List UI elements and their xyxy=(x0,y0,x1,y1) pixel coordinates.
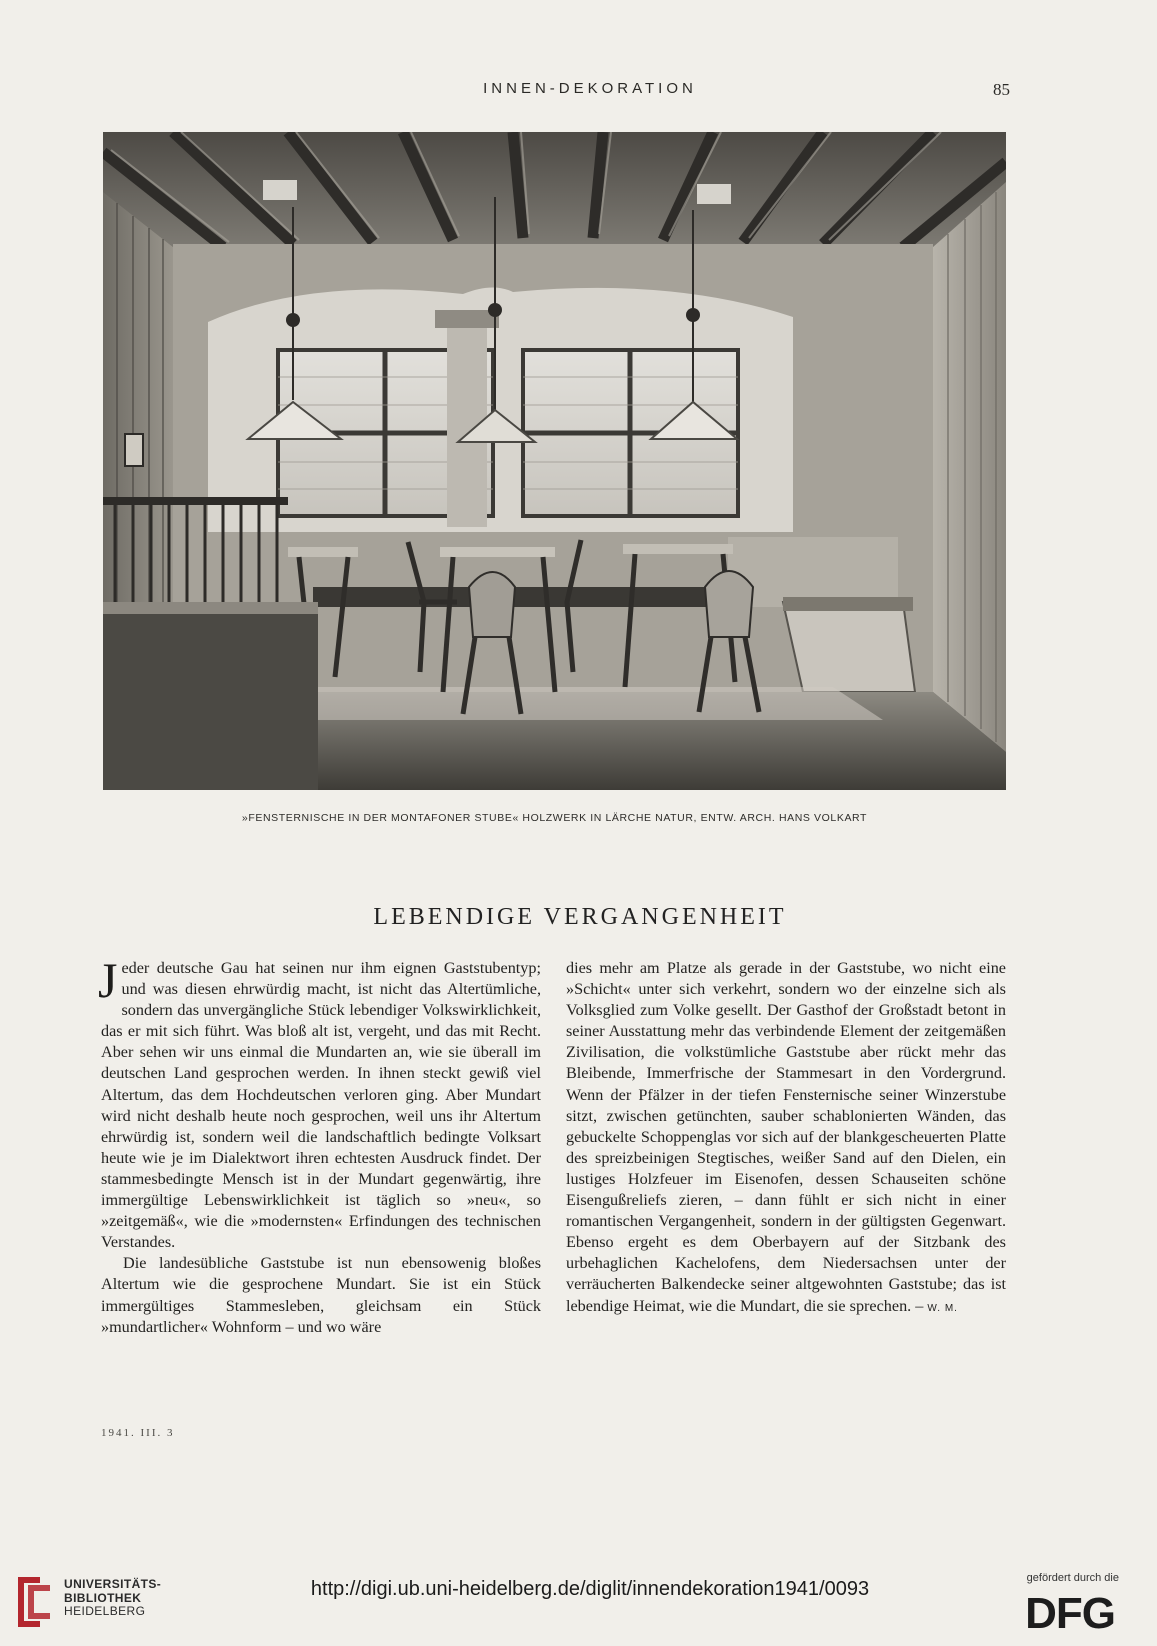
paragraph-text: eder deutsche Gau hat seinen nur ihm eignen Gaststubentyp; und was diesen ehrwürdig macht, ist nicht das Altertümliche, sondern das unvergängliche Stück lebendiger Volkswirklichkeit, das er mit sich führt. Was bloß alt ist, vergeht, und das mit Recht. Aber sehen wir uns einmal die Mundarten an, wie sie überall im deutschen Land gesprochen werden. In ihnen steckt gewiß viel Altertum, das dem Hochdeutschen verloren ging. Aber Mundart wird nicht deshalb heute noch gesprochen, weil uns ihr Altertum ehrwürdig ist, sondern weil die landschaftlich bedingte Volksart heute wie je im Dialektwort ihren echtesten Ausdruck findet. Der stammesbedingte Mensch ist in der Mundart gegenwärtig, ihre immergültige Lebenswirklichkeit ist täglich so »neu«, so »zeitgemäß«, wie die »modernsten« Erfindungen des technischen Verstandes. xyxy=(101,959,541,1252)
library-name-line: HEIDELBERG xyxy=(64,1604,146,1618)
library-name-line: UNIVERSITÄTS- xyxy=(64,1577,162,1591)
dfg-logo: DFG xyxy=(1025,1589,1115,1638)
paragraph: Die landesübliche Gaststube ist nun ebensowenig bloßes Altertum wie die gesprochene Mundart. Sie ist ein Stück immergültiges Stammesleben, gleichsam ein Stück »mundartlicher« Wohnform – und wo wäre xyxy=(101,1254,541,1336)
page-number: 85 xyxy=(993,80,1010,99)
issue-folio-note: 1941. III. 3 xyxy=(101,1427,175,1439)
text-column-right xyxy=(566,958,1006,1319)
photo-illustration xyxy=(103,132,1006,790)
drop-cap: J xyxy=(98,952,118,1008)
paragraph xyxy=(98,952,541,1253)
interior-photograph xyxy=(103,132,1006,790)
photo-caption: »FENSTERNISCHE IN DER MONTAFONER STUBE« HOLZWERK IN LÄRCHE NATUR, ENTW. ARCH. HANS VOLKART xyxy=(241,812,868,824)
text-column-left xyxy=(98,952,541,1338)
library-name xyxy=(64,1578,161,1619)
paragraph xyxy=(566,958,1006,1319)
funding-label: gefördert durch die xyxy=(1026,1572,1119,1584)
digitization-url-link[interactable]: http://digi.ub.uni-heidelberg.de/diglit/innendekoration1941/0093 xyxy=(310,1578,870,1600)
paragraph-text: dies mehr am Platze als gerade in der Gaststube, wo nicht eine »Schicht« unter sich verkehrt, sondern wo der einzelne sich als Volksglied zum Volke gesellt. Der Gasthof der Großstadt betont in seiner Ausstattung mehr das verbindende Element der zeitgemäßen Zivilisation, die volkstümliche Gaststube aber rückt mehr das Bleibende, Immerfrische der Stammesart in den Vordergrund. Wenn der Pfälzer in der tiefen Fensternische seiner Winzerstube sitzt, zwischen getünchten, sauber schablonierten Wänden, das gebuckelte Schoppenglas vor sich auf der blankgescheuerten Platte des spreizbeinigen Stegtisches, weißer Sand auf den Dielen, ein lustiges Holzfeuer im Eisenofen, dessen Schauseiten schöne Eisengußreliefs zieren, – dann fühlt er sich nicht in einer romantischen Vergangenheit, sondern in der gültigsten Gegenwart. Ebenso ergeht es dem Oberbayern auf der Sitzbank des urbehaglichen Kachelofens, dem Niedersachsen unter der verräucherten Balkendecke seiner altgewohnten Gaststube; das ist lebendige Heimat, wie die Mundart, die sie sprechen. – xyxy=(566,959,1006,1315)
author-signature: W. M. xyxy=(927,1302,958,1314)
library-name-line: BIBLIOTHEK xyxy=(64,1590,142,1605)
article-title: LEBENDIGE VERGANGENHEIT xyxy=(373,904,787,930)
journal-title: INNEN-DEKORATION xyxy=(483,80,697,97)
university-library-logo-icon xyxy=(14,1573,54,1631)
running-head xyxy=(0,80,1157,104)
